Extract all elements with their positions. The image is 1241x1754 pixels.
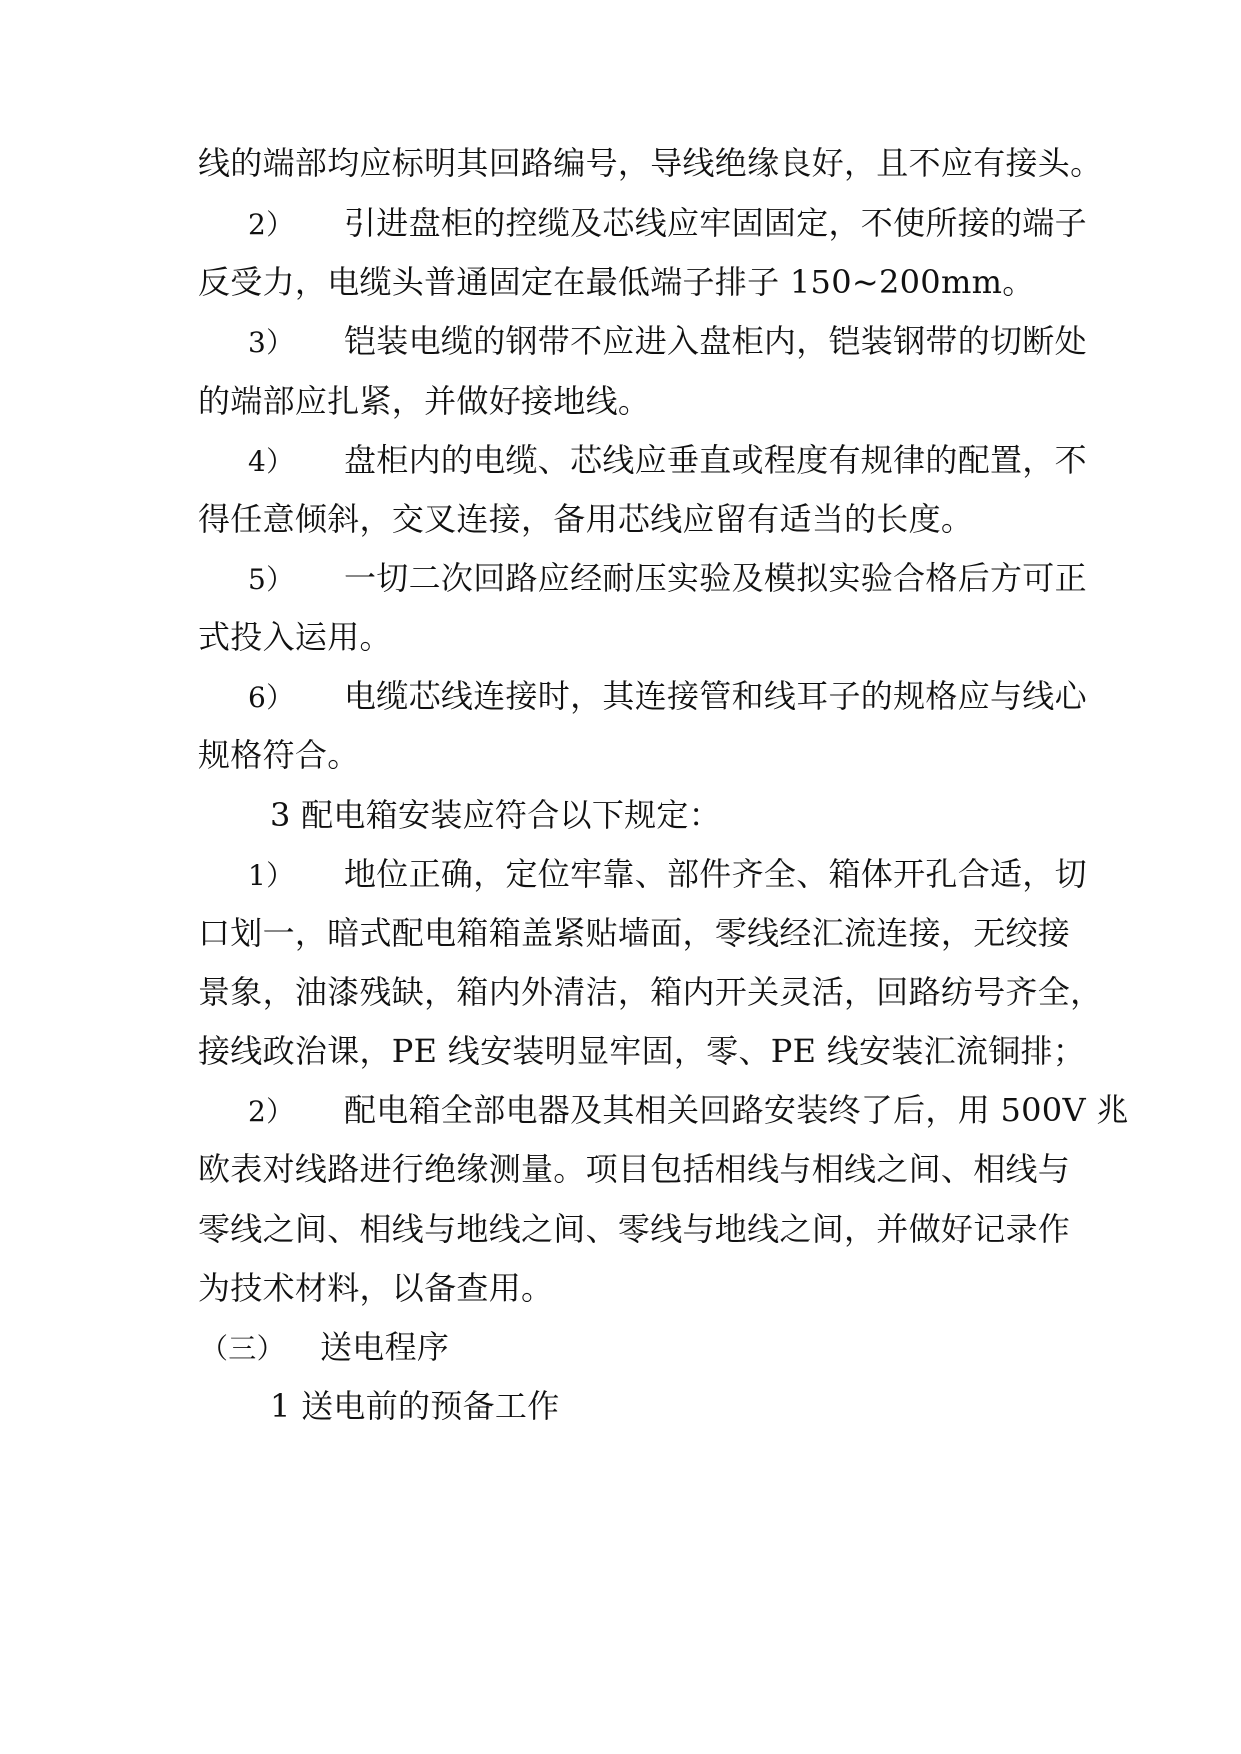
list-item [248, 321, 1108, 363]
text-line [198, 262, 1058, 302]
section-heading [200, 1327, 1060, 1369]
line-text: 为技术材料，以备查用。 [198, 1269, 554, 1307]
heading-text: 送电程序 [320, 1328, 450, 1366]
list-item [248, 558, 1108, 600]
item-text: 铠装电缆的钢带不应进入盘柜内，铠装钢带的切断处 [344, 322, 1087, 360]
text-line [198, 381, 1058, 421]
section-heading [270, 795, 1130, 835]
item-number: 1） [248, 859, 295, 892]
text-line [198, 913, 1071, 953]
heading-text: 3 配电箱安装应符合以下规定： [270, 796, 722, 834]
line-text: 的端部应扎紧，并做好接地线。 [198, 382, 651, 420]
item-text: 电缆芯线连接时，其连接管和线耳子的规格应与线心 [344, 677, 1087, 715]
item-number: 2） [248, 1095, 295, 1128]
text-line [198, 143, 1103, 183]
line-text: 景象，油漆残缺，箱内外清洁，箱内开关灵活，回路纺号齐全， [198, 973, 1103, 1011]
item-number: 4） [248, 445, 295, 478]
line-text: 反受力，电缆头普通固定在最低端子排子 150~200mm。 [198, 263, 1035, 301]
line-text: 接线政治课，PE 线安装明显牢固，零、PE 线安装汇流铜排； [198, 1032, 1086, 1070]
section-number: （三） [200, 1332, 285, 1365]
item-text: 配电箱全部电器及其相关回路安装终了后，用 500V 兆 [344, 1091, 1129, 1129]
list-item [248, 203, 1108, 245]
text-line [198, 972, 1103, 1012]
subsection-heading [270, 1386, 1130, 1426]
item-text: 地位正确，定位牢靠、部件齐全、箱体开孔合适，切 [344, 855, 1087, 893]
text-line [198, 1268, 1058, 1308]
text-line [198, 499, 1058, 539]
list-item [248, 676, 1108, 718]
text-line [198, 1149, 1071, 1189]
line-text: 线的端部均应标明其回路编号，导线绝缘良好，且不应有接头。 [198, 144, 1103, 182]
list-item [248, 1090, 1129, 1132]
line-text: 口划一，暗式配电箱箱盖紧贴墙面，零线经汇流连接，无绞接 [198, 914, 1071, 952]
line-text: 得任意倾斜，交叉连接，备用芯线应留有适当的长度。 [198, 500, 974, 538]
item-number: 5） [248, 563, 295, 596]
line-text: 式投入运用。 [198, 618, 392, 656]
text-line [198, 735, 1058, 775]
list-item [248, 440, 1108, 482]
item-text: 盘柜内的电缆、芯线应垂直或程度有规律的配置，不 [344, 441, 1087, 479]
line-text: 欧表对线路进行绝缘测量。项目包括相线与相线之间、相线与 [198, 1150, 1071, 1188]
text-line [198, 1209, 1071, 1249]
heading-text: 1 送电前的预备工作 [270, 1387, 560, 1425]
text-line [198, 1031, 1086, 1071]
list-item [248, 854, 1108, 896]
line-text: 零线之间、相线与地线之间、零线与地线之间，并做好记录作 [198, 1210, 1071, 1248]
item-number: 3） [248, 326, 295, 359]
item-text: 引进盘柜的控缆及芯线应牢固固定，不使所接的端子 [344, 204, 1087, 242]
line-text: 规格符合。 [198, 736, 360, 774]
item-number: 2） [248, 208, 295, 241]
text-line [198, 617, 1058, 657]
item-text: 一切二次回路应经耐压实验及模拟实验合格后方可正 [344, 559, 1087, 597]
item-number: 6） [248, 681, 295, 714]
